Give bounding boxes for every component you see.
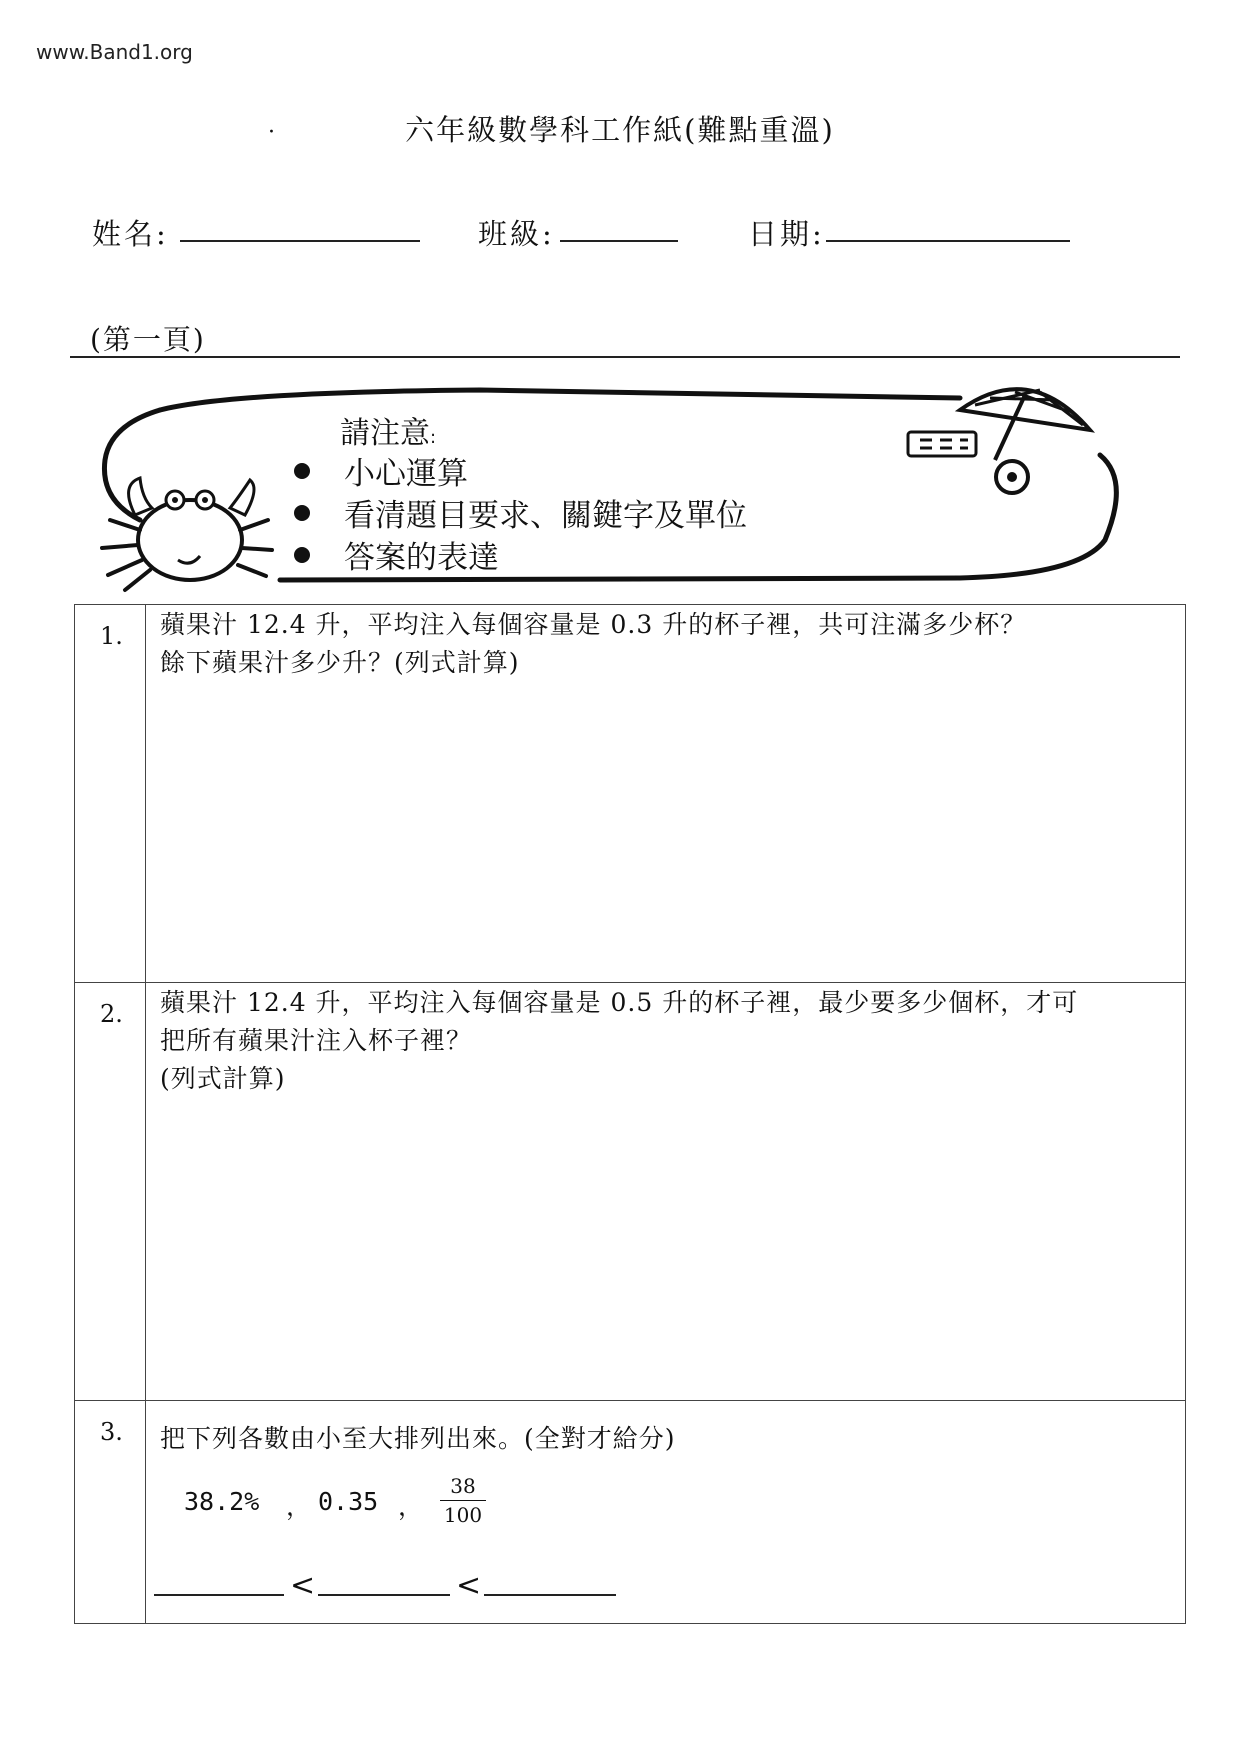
value-percent: 38.2% — [184, 1487, 260, 1516]
worksheet-title: 六年級數學科工作紙(難點重溫) — [405, 113, 835, 147]
date-label: 日期: — [748, 217, 825, 251]
name-field[interactable] — [180, 240, 420, 242]
notice-frame — [80, 370, 1140, 600]
value-fraction — [440, 1474, 486, 1527]
answer-area-1[interactable] — [148, 690, 1182, 978]
name-label: 姓名: — [92, 217, 169, 251]
value-decimal: 0.35 — [318, 1487, 379, 1516]
answer-area-2[interactable] — [148, 1105, 1182, 1395]
bullet-icon — [294, 547, 310, 563]
bullet-icon — [294, 505, 310, 521]
answer-blank-1[interactable] — [154, 1594, 284, 1596]
separator: ， — [286, 1492, 312, 1521]
page-label: (第一頁) — [90, 323, 206, 356]
question-2-text: 蘋果汁 12.4 升，平均注入每個容量是 0.5 升的杯子裡，最少要多少個杯，才可 把所有蘋果汁注入杯子裡？ (列式計算) — [160, 988, 1079, 1093]
question-number: 1. — [100, 622, 123, 650]
fraction-numerator: 38 — [440, 1474, 486, 1501]
notice-title: 請注意: — [340, 416, 437, 451]
title-mark: · — [268, 120, 275, 145]
notice-item: 答案的表達 — [294, 532, 499, 577]
question-number: 2. — [100, 1000, 123, 1028]
number-column-divider — [145, 604, 146, 1624]
question-number: 3. — [100, 1418, 123, 1446]
beach-umbrella-icon — [908, 389, 1090, 493]
question-1-text: 蘋果汁 12.4 升，平均注入每個容量是 0.3 升的杯子裡，共可注滿多少杯？ 餘下蘋果汁多少升？(列式計算) — [160, 610, 1027, 677]
date-field[interactable] — [826, 240, 1070, 242]
class-label: 班級: — [478, 217, 555, 251]
separator: ， — [398, 1492, 424, 1521]
bullet-icon — [294, 463, 310, 479]
fraction-denominator: 100 — [443, 1503, 483, 1527]
row-divider — [74, 1400, 1186, 1401]
class-field[interactable] — [560, 240, 678, 242]
less-than-sign: < — [290, 1568, 316, 1603]
row-divider — [74, 982, 1186, 983]
answer-blank-3[interactable] — [484, 1594, 616, 1596]
question-3-text: 把下列各數由小至大排列出來。(全對才給分) — [160, 1424, 676, 1453]
site-url: www.Band1.org — [36, 40, 193, 64]
answer-blank-2[interactable] — [318, 1594, 450, 1596]
notice-item: 小心運算 — [294, 448, 468, 493]
less-than-sign: < — [456, 1568, 482, 1603]
header-divider — [70, 356, 1180, 358]
crab-icon — [102, 478, 272, 590]
notice-item: 看清題目要求、關鍵字及單位 — [294, 490, 747, 535]
